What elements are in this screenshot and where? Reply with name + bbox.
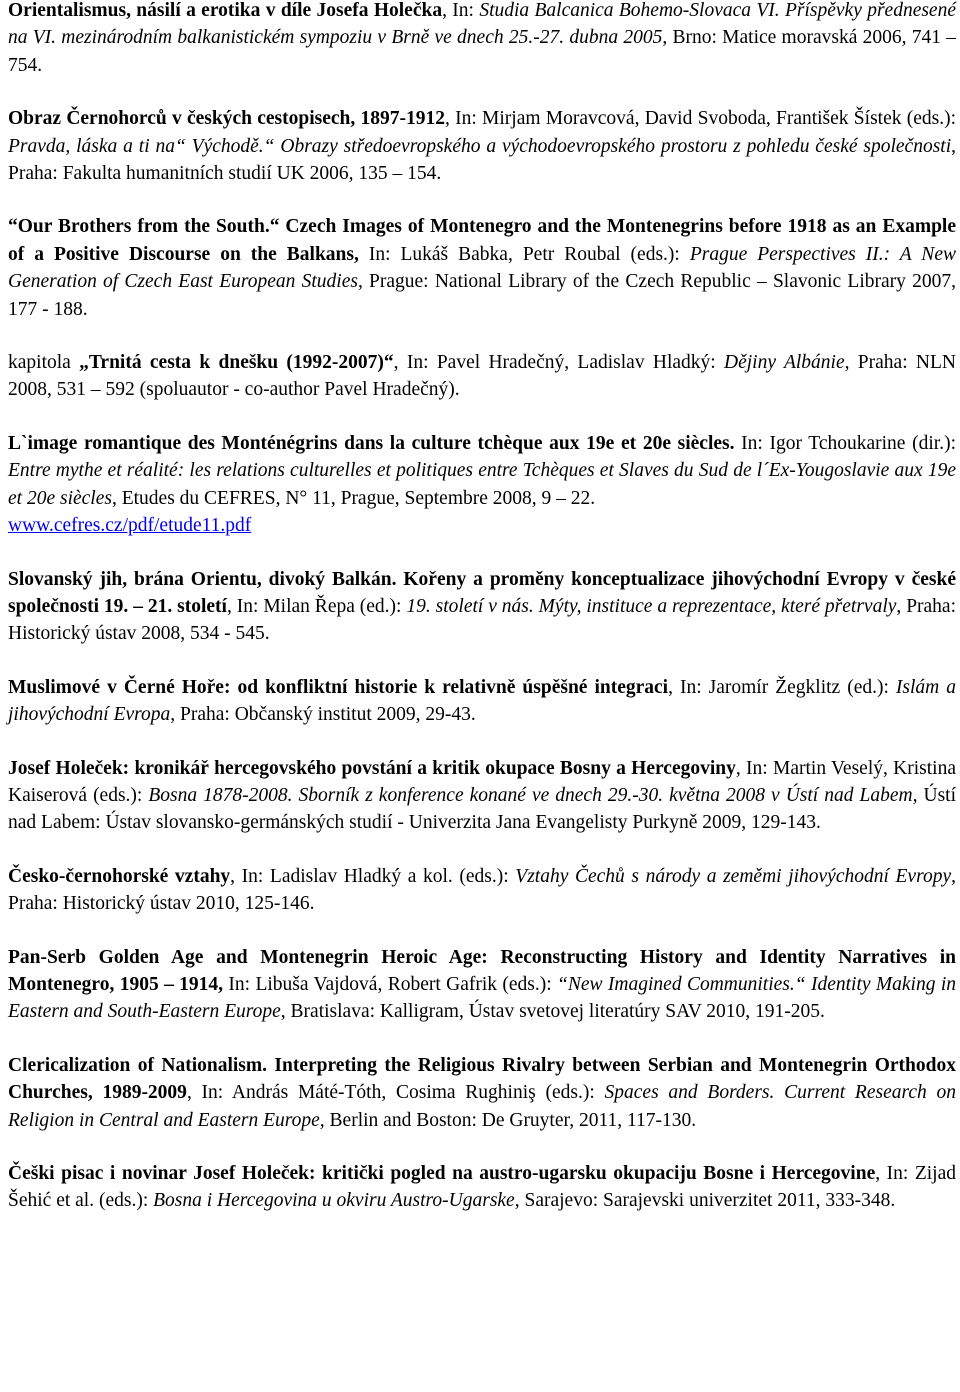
publication-title: Spaces and Borders. Current Research on Religion in Central and Eastern Europe, bbox=[8, 1082, 956, 1131]
entry-text: , Praha: Fakulta humanitních studií UK 2006, 135 – 154. bbox=[8, 135, 956, 185]
entry-title: Pan-Serb Golden Age and Montenegrin Heroic Age: Reconstructing History and Identity Narratives in Montenegro, 1905 – 1914, bbox=[8, 946, 956, 995]
bibliography-entry bbox=[8, 566, 956, 648]
publication-title: Studia Balcanica Bohemo-Slovaca VI. Příspěvky přednesené na VI. mezinárodním balkanistickém sympoziu v Brně ve dnech 25.-27. dubna 2005 bbox=[8, 0, 956, 49]
entry-title: Clericalization of Nationalism. Interpreting the Religious Rivalry between Serbian and Montenegrin Orthodox Churches, 1989-2009 bbox=[8, 1054, 956, 1104]
entry-text: , In: Jaromír Žegklitz (ed.): bbox=[668, 676, 896, 698]
entry-text: , Sarajevo: Sarajevski univerzitet 2011, 333-348. bbox=[514, 1190, 896, 1212]
entry-text: kapitola bbox=[8, 352, 80, 374]
bibliography-entry bbox=[8, 105, 956, 187]
entry-text: In: Libuša Vajdová, Robert Gafrik (eds.): bbox=[223, 973, 558, 995]
entry-text: , In: Pavel Hradečný, Ladislav Hladký: bbox=[393, 352, 725, 374]
entry-text: , In: Mirjam Moravcová, David Svoboda, František Šístek (eds.): bbox=[444, 108, 957, 130]
publication-title: Bosna 1878-2008. Sborník z konference konané ve dnech 29.-30. května 2008 v Ústí nad Labem, bbox=[148, 784, 918, 806]
entry-text: , Prague: National Library of the Czech Republic – Slavonic Library 2007, 177 - 188. bbox=[8, 271, 956, 320]
entry-text: In: Igor Tchoukarine (dir.): bbox=[734, 432, 956, 454]
publication-title: Bosna i Hercegovina u okviru Austro-Ugarske bbox=[153, 1190, 515, 1212]
publication-title: Pravda, láska a ti na“ Východě.“ Obrazy středoevropského a východoevropského prostoru z pohledu české společnosti bbox=[8, 135, 952, 157]
entry-text: , In: Milan Řepa (ed.): bbox=[226, 595, 407, 617]
bibliography-entry bbox=[8, 863, 956, 918]
entry-text: , In: Zijad Šehić et al. (eds.): bbox=[8, 1163, 956, 1212]
entry-text: , Praha: Historický ústav 2010, 125-146. bbox=[8, 865, 956, 915]
bibliography-entry bbox=[8, 349, 956, 404]
entry-text: , Brno: Matice moravská 2006, 741 – 754. bbox=[8, 27, 956, 76]
bibliography-entry bbox=[8, 1052, 956, 1134]
entry-title: L`image romantique des Monténégrins dans la culture tchèque aux 19e et 20e siècles. bbox=[8, 432, 735, 454]
entry-title: Orientalismus, násilí a erotika v díle Josefa Holečka bbox=[8, 0, 443, 21]
bibliography-entry bbox=[8, 213, 956, 323]
entry-link[interactable]: www.cefres.cz/pdf/etude11.pdf bbox=[8, 515, 252, 537]
bibliography-entry bbox=[8, 430, 956, 540]
entry-text: , In: Martin Veselý, Kristina Kaiserová (eds.): bbox=[8, 757, 956, 806]
entry-title: Češki pisac i novinar Josef Holeček: kritički pogled na austro-ugarsku okupaciju Bosne i Hercegovine bbox=[8, 1163, 876, 1184]
entry-text: , Praha: Občanský institut 2009, 29-43. bbox=[170, 704, 476, 726]
publication-title: Islám a jihovýchodní Evropa bbox=[8, 676, 956, 726]
entry-title: Obraz Černohorců v českých cestopisech, 1897-1912 bbox=[8, 108, 445, 130]
publication-title: Prague Perspectives II.: A New Generation of Czech East European Studies bbox=[8, 243, 956, 293]
publication-title: Entre mythe et réalité: les relations culturelles et politiques entre Tchèques et Slaves du Sud de l´Ex-Yougoslavie aux 19e et 20e siècles bbox=[8, 460, 956, 509]
publication-title: 19. století v nás. Mýty, instituce a reprezentace, které přetrvaly bbox=[406, 595, 897, 617]
entry-title: Muslimové v Černé Hoře: od konfliktní historie k relativně úspěšné integraci bbox=[8, 676, 669, 698]
entry-text: Ústí nad Labem: Ústav slovansko-germánských studií - Univerzita Jana Evangelisty Purkyně 2009, 129-143. bbox=[8, 784, 956, 834]
publication-title: Dějiny Albánie bbox=[724, 352, 845, 374]
publication-title: “New Imagined Communities.“ Identity Making in Eastern and South-Eastern Europe bbox=[8, 973, 956, 1023]
entry-title: “Our Brothers from the South.“ Czech Images of Montenegro and the Montenegrins before 1918 as an Example of a Positive Discourse on the Balkans, bbox=[8, 216, 956, 265]
bibliography-entry bbox=[8, 755, 956, 837]
entry-title: Česko-černohorské vztahy bbox=[8, 865, 231, 887]
entry-text: In: Lukáš Babka, Petr Roubal (eds.): bbox=[358, 243, 690, 265]
entry-title: „Trnitá cesta k dnešku (1992-2007)“ bbox=[79, 352, 394, 374]
entry-text: , Bratislava: Kalligram, Ústav svetovej literatúry SAV 2010, 191-205. bbox=[280, 1001, 825, 1023]
bibliography-entry bbox=[8, 0, 956, 79]
bibliography-entry bbox=[8, 1160, 956, 1215]
entry-text: , In: Ladislav Hladký a kol. (eds.): bbox=[230, 865, 516, 887]
entry-text: , Praha: Historický ústav 2008, 534 - 545. bbox=[8, 595, 957, 645]
entry-text: , Etudes du CEFRES, N° 11, Prague, Septembre 2008, 9 – 22. bbox=[111, 487, 596, 509]
bibliography-list bbox=[8, 0, 956, 1215]
entry-title: Slovanský jih, brána Orientu, divoký Balkán. Kořeny a proměny konceptualizace jihovýchodní Evropy v české společnosti 19. – 21. století bbox=[8, 568, 956, 617]
entry-text: , In: András Máté-Tóth, Cosima Rughiniş (eds.): bbox=[186, 1082, 605, 1104]
entry-text: , In: bbox=[442, 0, 480, 21]
entry-text: , Praha: NLN 2008, 531 – 592 (spoluautor - co-author Pavel Hradečný). bbox=[8, 352, 956, 401]
entry-text: Berlin and Boston: De Gruyter, 2011, 117-130. bbox=[324, 1109, 697, 1131]
entry-title: Josef Holeček: kronikář hercegovského povstání a kritik okupace Bosny a Hercegoviny bbox=[8, 757, 736, 779]
publication-title: Vztahy Čechů s národy a zeměmi jihovýchodní Evropy bbox=[515, 865, 952, 887]
bibliography-page bbox=[8, 0, 956, 1241]
bibliography-entry bbox=[8, 944, 956, 1026]
bibliography-entry bbox=[8, 674, 956, 729]
